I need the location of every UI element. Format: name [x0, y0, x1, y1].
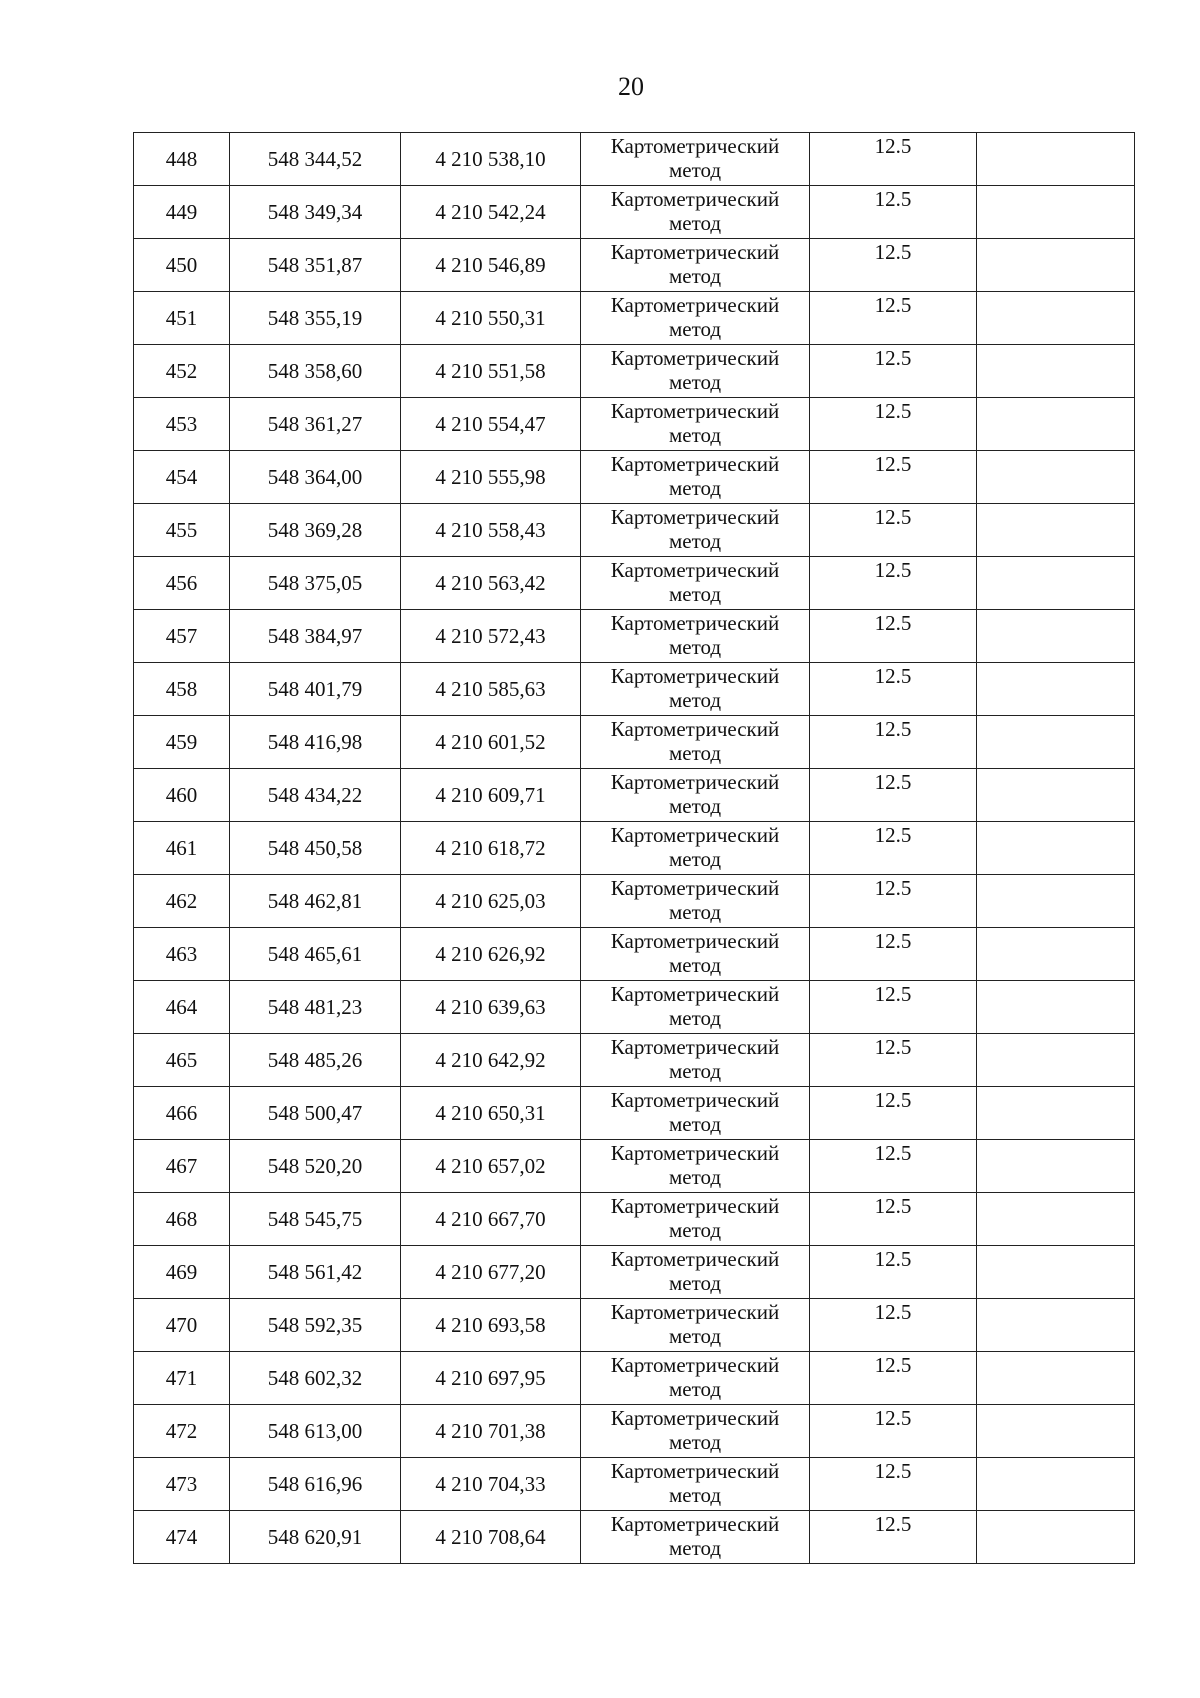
point-number-cell: 469 [134, 1246, 230, 1299]
point-number-cell: 461 [134, 822, 230, 875]
method-cell [581, 769, 810, 822]
y-coordinate-cell: 4 210 572,43 [401, 610, 581, 663]
x-coordinate-cell: 548 351,87 [230, 239, 401, 292]
table-row [134, 1299, 1135, 1352]
method-line-2: метод [668, 582, 722, 606]
method-line-2: метод [668, 317, 722, 341]
extra-cell [977, 1246, 1135, 1299]
method-line-2: метод [668, 1112, 722, 1136]
method-line-1: Картометрический [610, 1406, 780, 1430]
method-line-1: Картометрический [610, 558, 780, 582]
x-coordinate-cell: 548 364,00 [230, 451, 401, 504]
point-number-cell: 471 [134, 1352, 230, 1405]
coordinates-table [133, 132, 1135, 1564]
y-coordinate-cell: 4 210 538,10 [401, 133, 581, 186]
method-cell [581, 663, 810, 716]
method-cell [581, 610, 810, 663]
extra-cell [977, 769, 1135, 822]
point-number-cell: 464 [134, 981, 230, 1034]
y-coordinate-cell: 4 210 626,92 [401, 928, 581, 981]
point-number-cell: 448 [134, 133, 230, 186]
method-line-1: Картометрический [610, 664, 780, 688]
method-line-1: Картометрический [610, 876, 780, 900]
accuracy-cell: 12.5 [810, 398, 977, 451]
method-line-2: метод [668, 847, 722, 871]
extra-cell [977, 1352, 1135, 1405]
page-number: 20 [618, 72, 644, 101]
method-line-1: Картометрический [610, 611, 780, 635]
table-row [134, 292, 1135, 345]
method-line-1: Картометрический [610, 1035, 780, 1059]
accuracy-cell: 12.5 [810, 1405, 977, 1458]
method-line-1: Картометрический [610, 346, 780, 370]
method-cell [581, 981, 810, 1034]
extra-cell [977, 292, 1135, 345]
method-cell [581, 1352, 810, 1405]
x-coordinate-cell: 548 561,42 [230, 1246, 401, 1299]
x-coordinate-cell: 548 485,26 [230, 1034, 401, 1087]
method-cell [581, 239, 810, 292]
method-line-1: Картометрический [610, 1247, 780, 1271]
x-coordinate-cell: 548 500,47 [230, 1087, 401, 1140]
method-cell [581, 1087, 810, 1140]
method-line-2: метод [668, 264, 722, 288]
accuracy-cell: 12.5 [810, 1193, 977, 1246]
table-row [134, 504, 1135, 557]
method-line-1: Картометрический [610, 505, 780, 529]
accuracy-cell: 12.5 [810, 769, 977, 822]
accuracy-cell: 12.5 [810, 1246, 977, 1299]
method-line-2: метод [668, 1271, 722, 1295]
extra-cell [977, 610, 1135, 663]
x-coordinate-cell: 548 592,35 [230, 1299, 401, 1352]
accuracy-cell: 12.5 [810, 292, 977, 345]
accuracy-cell: 12.5 [810, 716, 977, 769]
method-cell [581, 186, 810, 239]
table-row [134, 1087, 1135, 1140]
method-cell [581, 1299, 810, 1352]
y-coordinate-cell: 4 210 693,58 [401, 1299, 581, 1352]
x-coordinate-cell: 548 620,91 [230, 1511, 401, 1564]
y-coordinate-cell: 4 210 701,38 [401, 1405, 581, 1458]
method-line-1: Картометрический [610, 293, 780, 317]
point-number-cell: 459 [134, 716, 230, 769]
extra-cell [977, 1511, 1135, 1564]
table-row [134, 610, 1135, 663]
point-number-cell: 456 [134, 557, 230, 610]
table-row [134, 398, 1135, 451]
accuracy-cell: 12.5 [810, 1034, 977, 1087]
accuracy-cell: 12.5 [810, 981, 977, 1034]
extra-cell [977, 504, 1135, 557]
method-line-2: метод [668, 688, 722, 712]
method-line-2: метод [668, 900, 722, 924]
extra-cell [977, 1405, 1135, 1458]
method-line-1: Картометрический [610, 929, 780, 953]
point-number-cell: 468 [134, 1193, 230, 1246]
method-line-1: Картометрический [610, 1088, 780, 1112]
table-row [134, 1193, 1135, 1246]
accuracy-cell: 12.5 [810, 451, 977, 504]
method-line-1: Картометрический [610, 1300, 780, 1324]
point-number-cell: 452 [134, 345, 230, 398]
table-row [134, 1352, 1135, 1405]
accuracy-cell: 12.5 [810, 928, 977, 981]
x-coordinate-cell: 548 450,58 [230, 822, 401, 875]
x-coordinate-cell: 548 462,81 [230, 875, 401, 928]
extra-cell [977, 1034, 1135, 1087]
method-line-2: метод [668, 1536, 722, 1560]
point-number-cell: 472 [134, 1405, 230, 1458]
x-coordinate-cell: 548 358,60 [230, 345, 401, 398]
method-line-2: метод [668, 1430, 722, 1454]
table-row [134, 1034, 1135, 1087]
x-coordinate-cell: 548 344,52 [230, 133, 401, 186]
method-line-2: метод [668, 741, 722, 765]
x-coordinate-cell: 548 361,27 [230, 398, 401, 451]
accuracy-cell: 12.5 [810, 663, 977, 716]
accuracy-cell: 12.5 [810, 1299, 977, 1352]
method-line-2: метод [668, 211, 722, 235]
method-cell [581, 292, 810, 345]
point-number-cell: 462 [134, 875, 230, 928]
extra-cell [977, 557, 1135, 610]
accuracy-cell: 12.5 [810, 557, 977, 610]
table-row [134, 186, 1135, 239]
y-coordinate-cell: 4 210 558,43 [401, 504, 581, 557]
table-row [134, 1140, 1135, 1193]
method-line-1: Картометрический [610, 187, 780, 211]
point-number-cell: 460 [134, 769, 230, 822]
method-cell [581, 1140, 810, 1193]
y-coordinate-cell: 4 210 551,58 [401, 345, 581, 398]
x-coordinate-cell: 548 369,28 [230, 504, 401, 557]
table-row [134, 345, 1135, 398]
x-coordinate-cell: 548 416,98 [230, 716, 401, 769]
method-line-2: метод [668, 1059, 722, 1083]
extra-cell [977, 1299, 1135, 1352]
accuracy-cell: 12.5 [810, 822, 977, 875]
table-row [134, 1458, 1135, 1511]
table-row [134, 875, 1135, 928]
point-number-cell: 450 [134, 239, 230, 292]
point-number-cell: 454 [134, 451, 230, 504]
extra-cell [977, 398, 1135, 451]
x-coordinate-cell: 548 349,34 [230, 186, 401, 239]
accuracy-cell: 12.5 [810, 1458, 977, 1511]
table-row [134, 1511, 1135, 1564]
method-line-1: Картометрический [610, 1512, 780, 1536]
method-line-1: Картометрический [610, 1459, 780, 1483]
y-coordinate-cell: 4 210 563,42 [401, 557, 581, 610]
method-line-2: метод [668, 1483, 722, 1507]
extra-cell [977, 716, 1135, 769]
extra-cell [977, 822, 1135, 875]
method-cell [581, 557, 810, 610]
method-cell [581, 1405, 810, 1458]
accuracy-cell: 12.5 [810, 345, 977, 398]
table-row [134, 981, 1135, 1034]
y-coordinate-cell: 4 210 609,71 [401, 769, 581, 822]
y-coordinate-cell: 4 210 618,72 [401, 822, 581, 875]
table-row [134, 133, 1135, 186]
method-line-1: Картометрический [610, 399, 780, 423]
method-line-1: Картометрический [610, 134, 780, 158]
extra-cell [977, 928, 1135, 981]
method-line-2: метод [668, 953, 722, 977]
point-number-cell: 474 [134, 1511, 230, 1564]
extra-cell [977, 186, 1135, 239]
method-cell [581, 822, 810, 875]
extra-cell [977, 1140, 1135, 1193]
y-coordinate-cell: 4 210 708,64 [401, 1511, 581, 1564]
method-cell [581, 716, 810, 769]
extra-cell [977, 451, 1135, 504]
y-coordinate-cell: 4 210 625,03 [401, 875, 581, 928]
x-coordinate-cell: 548 481,23 [230, 981, 401, 1034]
x-coordinate-cell: 548 520,20 [230, 1140, 401, 1193]
table-row [134, 451, 1135, 504]
method-line-1: Картометрический [610, 717, 780, 741]
y-coordinate-cell: 4 210 650,31 [401, 1087, 581, 1140]
accuracy-cell: 12.5 [810, 610, 977, 663]
accuracy-cell: 12.5 [810, 1352, 977, 1405]
method-line-2: метод [668, 635, 722, 659]
method-line-2: метод [668, 529, 722, 553]
extra-cell [977, 875, 1135, 928]
method-cell [581, 504, 810, 557]
table-row [134, 557, 1135, 610]
x-coordinate-cell: 548 434,22 [230, 769, 401, 822]
method-line-2: метод [668, 794, 722, 818]
x-coordinate-cell: 548 613,00 [230, 1405, 401, 1458]
x-coordinate-cell: 548 545,75 [230, 1193, 401, 1246]
accuracy-cell: 12.5 [810, 875, 977, 928]
y-coordinate-cell: 4 210 677,20 [401, 1246, 581, 1299]
x-coordinate-cell: 548 375,05 [230, 557, 401, 610]
y-coordinate-cell: 4 210 704,33 [401, 1458, 581, 1511]
x-coordinate-cell: 548 355,19 [230, 292, 401, 345]
x-coordinate-cell: 548 465,61 [230, 928, 401, 981]
point-number-cell: 467 [134, 1140, 230, 1193]
method-line-1: Картометрический [610, 452, 780, 476]
method-line-1: Картометрический [610, 1353, 780, 1377]
method-line-1: Картометрический [610, 1141, 780, 1165]
method-cell [581, 1458, 810, 1511]
table-row [134, 769, 1135, 822]
method-cell [581, 875, 810, 928]
x-coordinate-cell: 548 401,79 [230, 663, 401, 716]
point-number-cell: 451 [134, 292, 230, 345]
table-row [134, 716, 1135, 769]
y-coordinate-cell: 4 210 554,47 [401, 398, 581, 451]
method-line-2: метод [668, 1218, 722, 1242]
extra-cell [977, 663, 1135, 716]
x-coordinate-cell: 548 384,97 [230, 610, 401, 663]
method-line-2: метод [668, 1377, 722, 1401]
method-cell [581, 133, 810, 186]
method-line-2: метод [668, 423, 722, 447]
extra-cell [977, 1193, 1135, 1246]
table-row [134, 1246, 1135, 1299]
method-line-1: Картометрический [610, 823, 780, 847]
point-number-cell: 455 [134, 504, 230, 557]
extra-cell [977, 1087, 1135, 1140]
y-coordinate-cell: 4 210 667,70 [401, 1193, 581, 1246]
point-number-cell: 473 [134, 1458, 230, 1511]
table-body [134, 133, 1135, 1564]
extra-cell [977, 981, 1135, 1034]
extra-cell [977, 133, 1135, 186]
y-coordinate-cell: 4 210 642,92 [401, 1034, 581, 1087]
extra-cell [977, 345, 1135, 398]
y-coordinate-cell: 4 210 657,02 [401, 1140, 581, 1193]
table-row [134, 1405, 1135, 1458]
method-line-2: метод [668, 1324, 722, 1348]
method-line-1: Картометрический [610, 240, 780, 264]
y-coordinate-cell: 4 210 639,63 [401, 981, 581, 1034]
table-row [134, 663, 1135, 716]
accuracy-cell: 12.5 [810, 1087, 977, 1140]
point-number-cell: 465 [134, 1034, 230, 1087]
method-line-2: метод [668, 1165, 722, 1189]
point-number-cell: 453 [134, 398, 230, 451]
point-number-cell: 463 [134, 928, 230, 981]
method-cell [581, 1034, 810, 1087]
method-line-2: метод [668, 1006, 722, 1030]
method-line-2: метод [668, 158, 722, 182]
accuracy-cell: 12.5 [810, 1140, 977, 1193]
method-line-2: метод [668, 476, 722, 500]
y-coordinate-cell: 4 210 601,52 [401, 716, 581, 769]
table-row [134, 822, 1135, 875]
method-cell [581, 1193, 810, 1246]
table-row [134, 928, 1135, 981]
y-coordinate-cell: 4 210 555,98 [401, 451, 581, 504]
y-coordinate-cell: 4 210 550,31 [401, 292, 581, 345]
method-cell [581, 451, 810, 504]
accuracy-cell: 12.5 [810, 186, 977, 239]
y-coordinate-cell: 4 210 542,24 [401, 186, 581, 239]
point-number-cell: 457 [134, 610, 230, 663]
accuracy-cell: 12.5 [810, 239, 977, 292]
extra-cell [977, 1458, 1135, 1511]
method-cell [581, 1246, 810, 1299]
method-cell [581, 398, 810, 451]
x-coordinate-cell: 548 616,96 [230, 1458, 401, 1511]
point-number-cell: 458 [134, 663, 230, 716]
y-coordinate-cell: 4 210 697,95 [401, 1352, 581, 1405]
y-coordinate-cell: 4 210 546,89 [401, 239, 581, 292]
method-line-1: Картометрический [610, 1194, 780, 1218]
point-number-cell: 466 [134, 1087, 230, 1140]
point-number-cell: 449 [134, 186, 230, 239]
x-coordinate-cell: 548 602,32 [230, 1352, 401, 1405]
method-line-2: метод [668, 370, 722, 394]
method-line-1: Картометрический [610, 982, 780, 1006]
point-number-cell: 470 [134, 1299, 230, 1352]
accuracy-cell: 12.5 [810, 1511, 977, 1564]
extra-cell [977, 239, 1135, 292]
method-cell [581, 345, 810, 398]
table-row [134, 239, 1135, 292]
accuracy-cell: 12.5 [810, 133, 977, 186]
y-coordinate-cell: 4 210 585,63 [401, 663, 581, 716]
method-cell [581, 928, 810, 981]
accuracy-cell: 12.5 [810, 504, 977, 557]
method-line-1: Картометрический [610, 770, 780, 794]
method-cell [581, 1511, 810, 1564]
